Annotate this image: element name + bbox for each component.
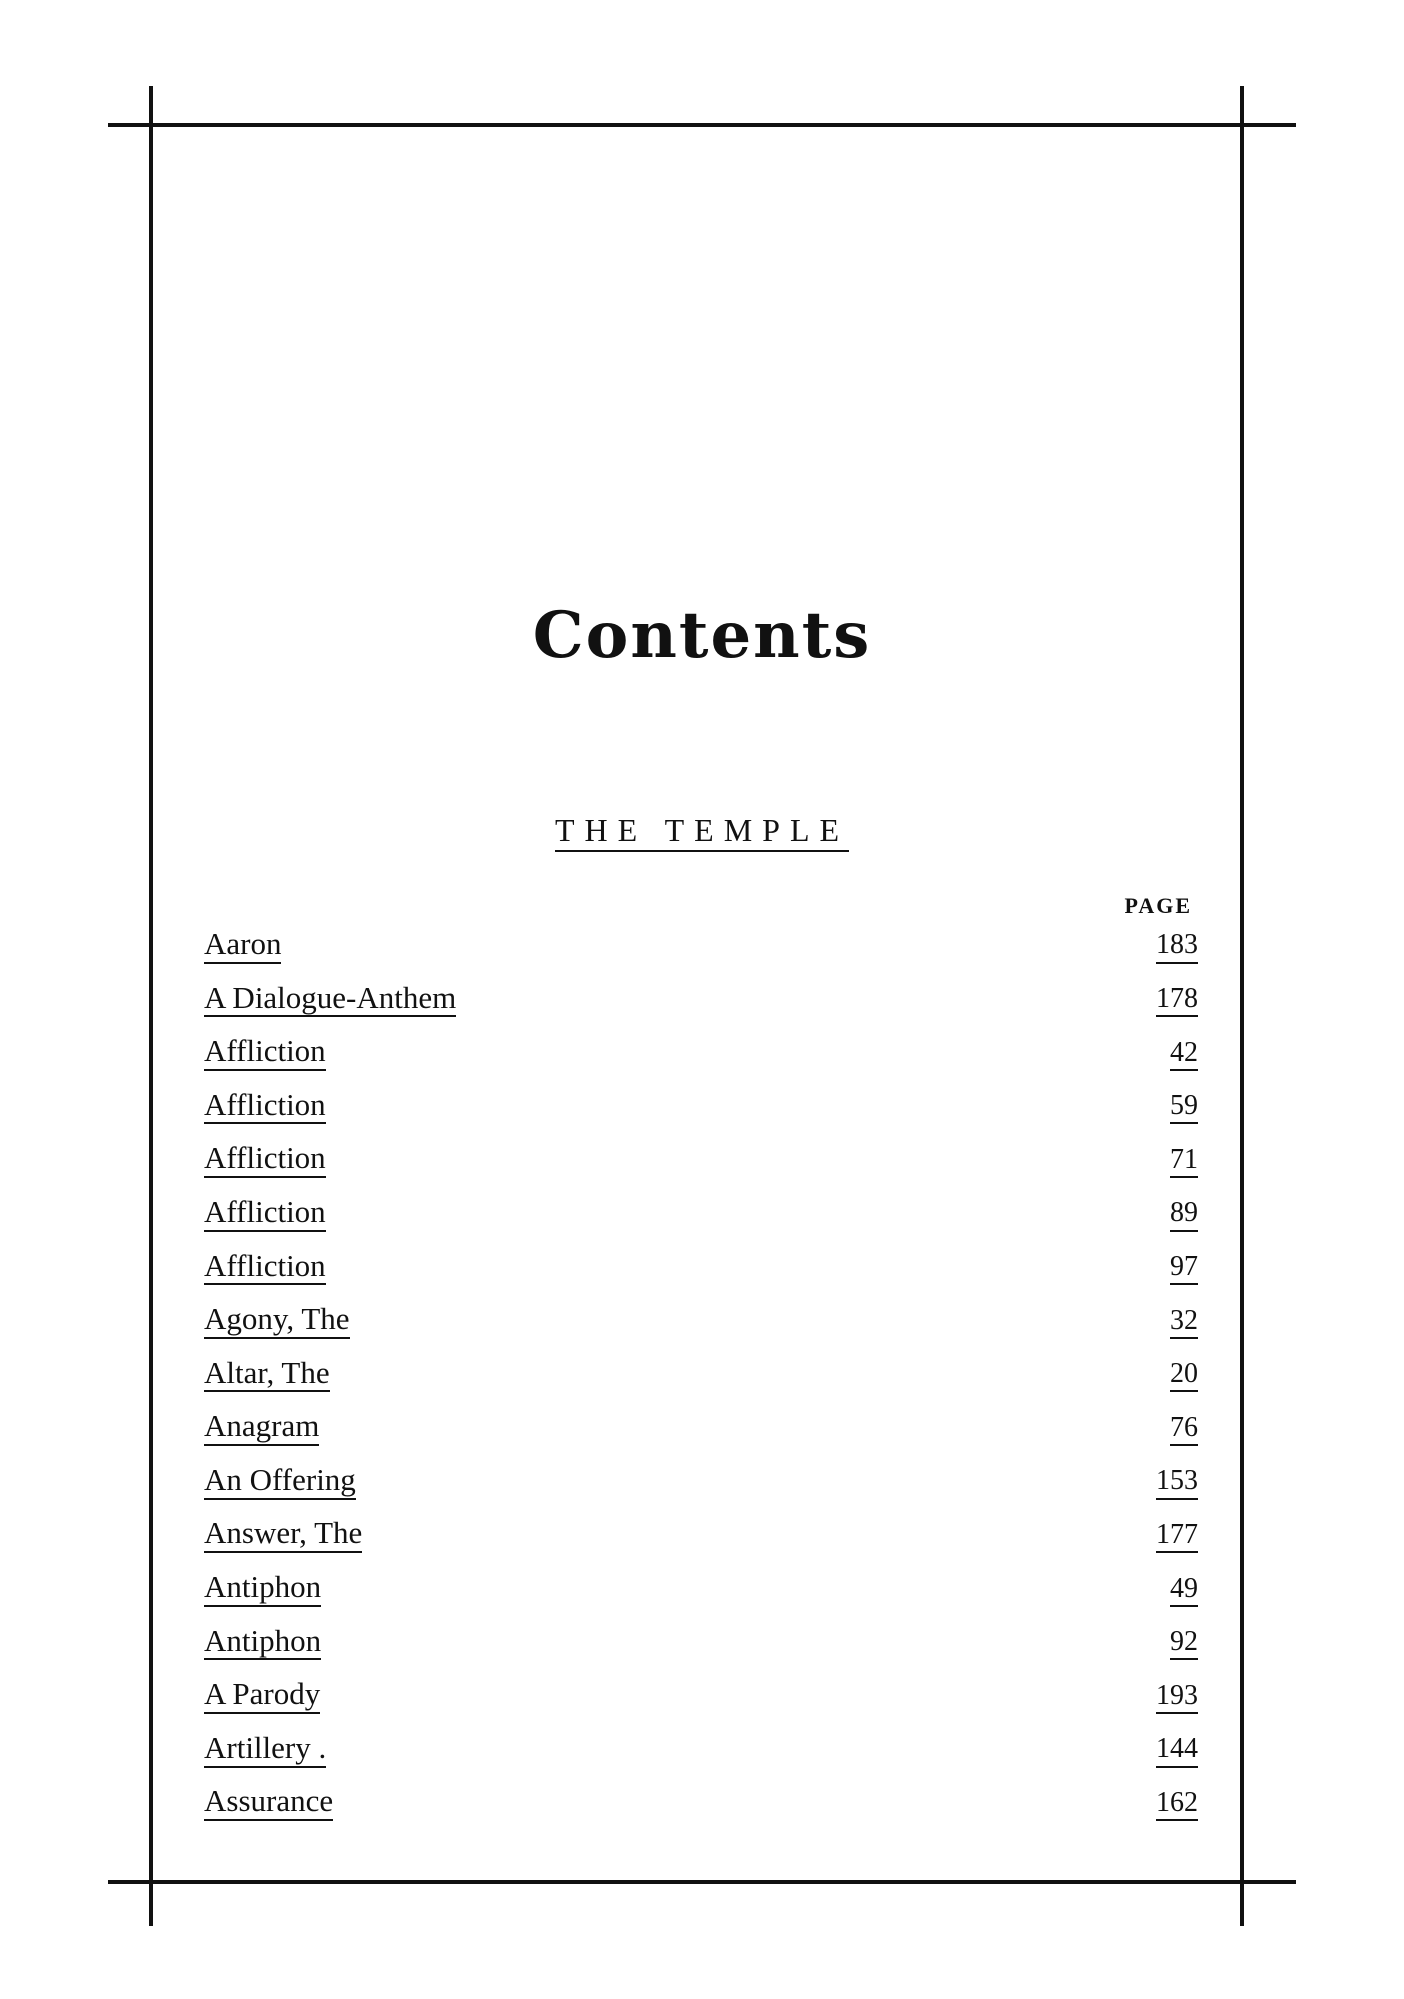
contents-entry[interactable]: [204, 1349, 1198, 1403]
entry-page-number[interactable]: 76: [1170, 1412, 1198, 1446]
right-border-rule: [1240, 86, 1244, 1926]
entry-title[interactable]: Affliction: [204, 1087, 326, 1125]
contents-entry[interactable]: [204, 1510, 1198, 1564]
entry-page-number[interactable]: 153: [1156, 1465, 1198, 1499]
page-title: Contents: [532, 598, 872, 673]
entry-title[interactable]: An Offering: [204, 1462, 356, 1500]
section-heading-text: THE TEMPLE: [555, 812, 849, 852]
contents-entry[interactable]: [204, 1778, 1198, 1832]
entry-page-number[interactable]: 32: [1170, 1305, 1198, 1339]
contents-entry[interactable]: [204, 1670, 1198, 1724]
contents-entry[interactable]: [204, 1724, 1198, 1778]
contents-list: [204, 920, 1198, 1831]
entry-page-number[interactable]: 97: [1170, 1251, 1198, 1285]
contents-entry[interactable]: [204, 974, 1198, 1028]
top-border-rule: [108, 123, 1296, 127]
entry-page-number[interactable]: 92: [1170, 1626, 1198, 1660]
entry-page-number[interactable]: 89: [1170, 1197, 1198, 1231]
entry-title[interactable]: Assurance: [204, 1783, 333, 1821]
entry-title[interactable]: Artillery .: [204, 1730, 326, 1768]
contents-entry[interactable]: [204, 1134, 1198, 1188]
entry-page-number[interactable]: 59: [1170, 1090, 1198, 1124]
contents-entry[interactable]: [204, 1402, 1198, 1456]
contents-entry[interactable]: [204, 1242, 1198, 1296]
contents-entry[interactable]: [204, 1617, 1198, 1671]
bottom-border-rule: [108, 1880, 1296, 1884]
entry-title[interactable]: Agony, The: [204, 1301, 350, 1339]
contents-entry[interactable]: [204, 1456, 1198, 1510]
entry-page-number[interactable]: 144: [1156, 1733, 1198, 1767]
entry-page-number[interactable]: 71: [1170, 1144, 1198, 1178]
page-column-label: PAGE: [1124, 893, 1192, 918]
contents-entry[interactable]: [204, 1563, 1198, 1617]
contents-entry[interactable]: [204, 1027, 1198, 1081]
entry-title[interactable]: Affliction: [204, 1140, 326, 1178]
entry-title[interactable]: Answer, The: [204, 1515, 362, 1553]
entry-page-number[interactable]: 42: [1170, 1037, 1198, 1071]
entry-title[interactable]: Affliction: [204, 1248, 326, 1286]
entry-page-number[interactable]: 162: [1156, 1787, 1198, 1821]
entry-title[interactable]: Altar, The: [204, 1355, 330, 1393]
entry-title[interactable]: A Parody: [204, 1676, 320, 1714]
contents-entry[interactable]: [204, 920, 1198, 974]
entry-title[interactable]: Affliction: [204, 1033, 326, 1071]
entry-page-number[interactable]: 177: [1156, 1519, 1198, 1553]
left-border-rule: [149, 86, 153, 1926]
entry-page-number[interactable]: 193: [1156, 1680, 1198, 1714]
contents-entry[interactable]: [204, 1188, 1198, 1242]
entry-title[interactable]: Antiphon: [204, 1623, 321, 1661]
contents-entry[interactable]: [204, 1295, 1198, 1349]
entry-page-number[interactable]: 20: [1170, 1358, 1198, 1392]
entry-title[interactable]: Antiphon: [204, 1569, 321, 1607]
entry-title[interactable]: Aaron: [204, 926, 281, 964]
entry-title[interactable]: Anagram: [204, 1408, 319, 1446]
entry-page-number[interactable]: 178: [1156, 983, 1198, 1017]
entry-title[interactable]: A Dialogue-Anthem: [204, 980, 456, 1018]
entry-page-number[interactable]: 183: [1156, 929, 1198, 963]
section-heading: [0, 812, 1404, 849]
contents-entry[interactable]: [204, 1081, 1198, 1135]
entry-page-number[interactable]: 49: [1170, 1573, 1198, 1607]
entry-title[interactable]: Affliction: [204, 1194, 326, 1232]
